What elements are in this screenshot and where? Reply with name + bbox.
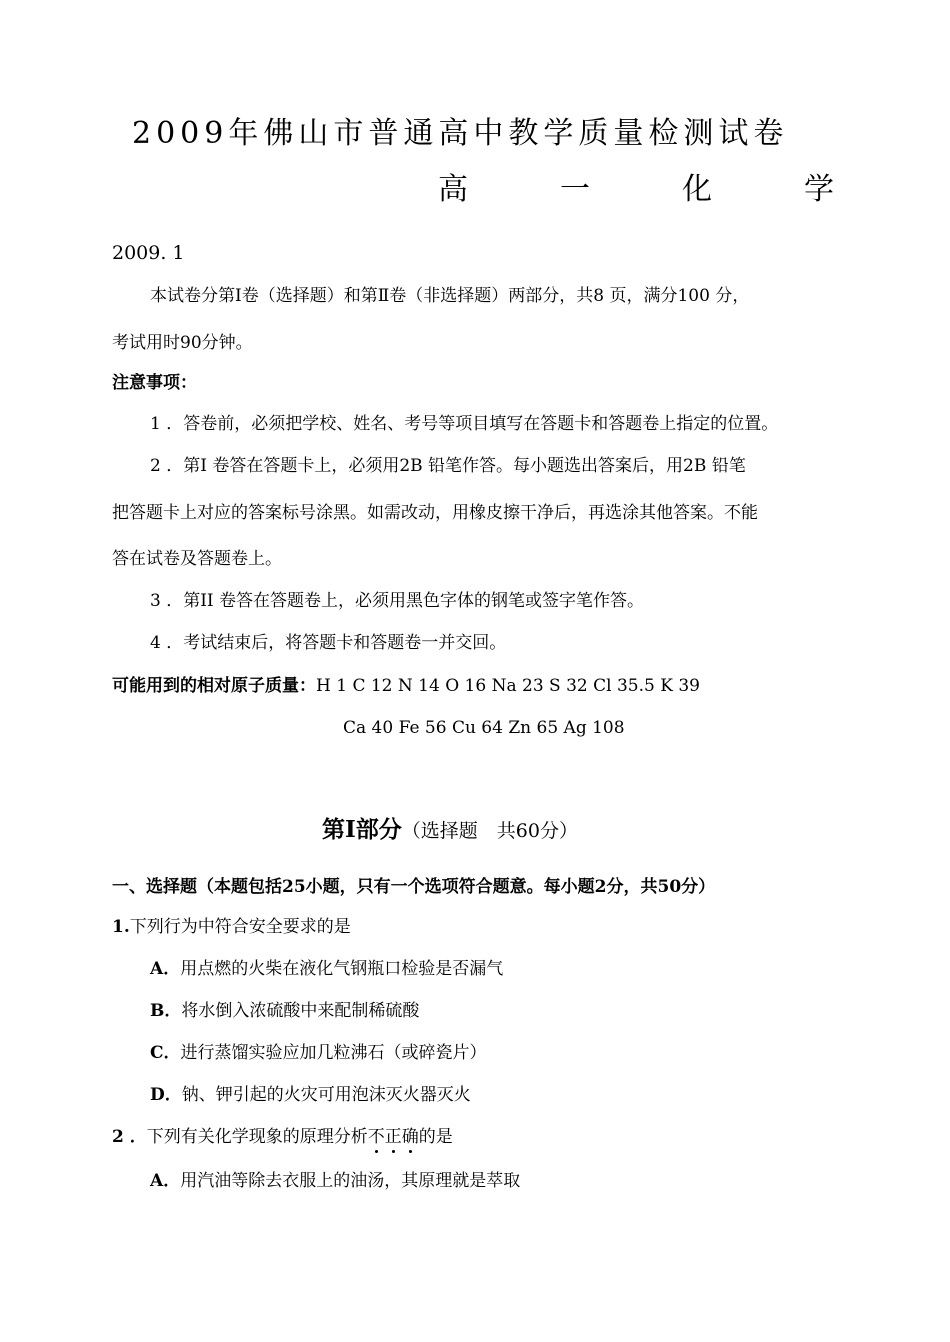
- emphasis-dot-icon: [375, 1150, 378, 1153]
- notice-item: 4 ．考试结束后，将答题卡和答题卷一并交回。: [150, 633, 507, 653]
- option-letter: D．: [150, 1085, 182, 1105]
- option-item: [150, 1000, 419, 1022]
- subtitle-char: 一: [560, 172, 590, 207]
- option-item: [150, 1042, 487, 1064]
- emphasis-char: 不: [368, 1127, 385, 1147]
- question-stem: [112, 916, 351, 938]
- emphasis-char: 确: [402, 1127, 419, 1147]
- option-item: [150, 958, 503, 980]
- section-heading: 一、选择题（本题包括25小题，只有一个选项符合题意。每小题2分，共50分）: [112, 877, 716, 897]
- atomic-mass-line: [112, 675, 700, 697]
- emphasis-char: 正: [385, 1127, 402, 1147]
- atomic-mass-values: Ca 40 Fe 56 Cu 64 Zn 65 Ag 108: [343, 718, 625, 738]
- option-text: 用点燃的火柴在液化气钢瓶口检验是否漏气: [180, 959, 504, 979]
- option-letter: C．: [150, 1043, 181, 1063]
- exam-date: 2009. 1: [112, 242, 185, 264]
- subtitle-char: 学: [804, 172, 834, 207]
- question-text: 的是: [418, 1127, 453, 1147]
- question-text: 下列有关化学现象的原理分析: [146, 1127, 368, 1147]
- question-stem: [112, 1126, 453, 1148]
- notice-heading: 注意事项：: [112, 373, 197, 393]
- notice-item-continued: 把答题卡上对应的答案标号涂黑。如需改动，用橡皮擦干净后，再选涂其他答案。不能: [112, 503, 758, 523]
- subtitle-char: 高: [438, 172, 468, 207]
- question-number: 2 ．: [112, 1127, 147, 1147]
- notice-item-continued: 答在试卷及答题卷上。: [112, 549, 282, 569]
- option-letter: A．: [150, 959, 181, 979]
- emphasis-dot-icon: [392, 1150, 395, 1153]
- option-text: 进行蒸馏实验应加几粒沸石（或碎瓷片）: [180, 1043, 487, 1063]
- option-letter: B．: [150, 1001, 182, 1021]
- question-text: 下列行为中符合安全要求的是: [129, 917, 351, 937]
- option-text: 将水倒入浓硫酸中来配制稀硫酸: [181, 1001, 420, 1021]
- exam-title: 2009年佛山市普通高中教学质量检测试卷: [132, 116, 789, 151]
- option-letter: A．: [150, 1171, 181, 1191]
- atomic-mass-values: H 1 C 12 N 14 O 16 Na 23 S 32 Cl 35.5 K 39: [316, 676, 700, 696]
- exam-subtitle: [438, 170, 834, 210]
- intro-line: 本试卷分第Ⅰ卷（选择题）和第Ⅱ卷（非选择题）两部分，共8 页，满分100 分，: [150, 286, 750, 306]
- intro-line: 考试用时90分钟。: [112, 333, 253, 353]
- option-text: 钠、钾引起的火灾可用泡沫灭火器灭火: [181, 1085, 471, 1105]
- atomic-mass-label: 可能用到的相对原子质量：: [112, 676, 316, 696]
- notice-item: 3 ．第II 卷答在答题卷上，必须用黑色字体的钢笔或签字笔作答。: [150, 591, 645, 611]
- part-heading-sub: （选择题 共60分）: [401, 820, 578, 842]
- part-heading-title: 第I部分: [322, 816, 402, 843]
- option-item: [150, 1084, 471, 1106]
- option-item: [150, 1170, 520, 1192]
- notice-item: 1 ．答卷前，必须把学校、姓名、考号等项目填写在答题卡和答题卷上指定的位置。: [150, 414, 779, 434]
- emphasis-dot-icon: [409, 1150, 412, 1153]
- subtitle-char: 化: [682, 172, 712, 207]
- question-number: 1.: [112, 917, 130, 937]
- part-heading: [322, 815, 578, 846]
- option-text: 用汽油等除去衣服上的油汤，其原理就是萃取: [180, 1171, 521, 1191]
- notice-item: 2 ．第I 卷答在答题卡上，必须用2B 铅笔作答。每小题选出答案后，用2B 铅笔: [150, 456, 746, 476]
